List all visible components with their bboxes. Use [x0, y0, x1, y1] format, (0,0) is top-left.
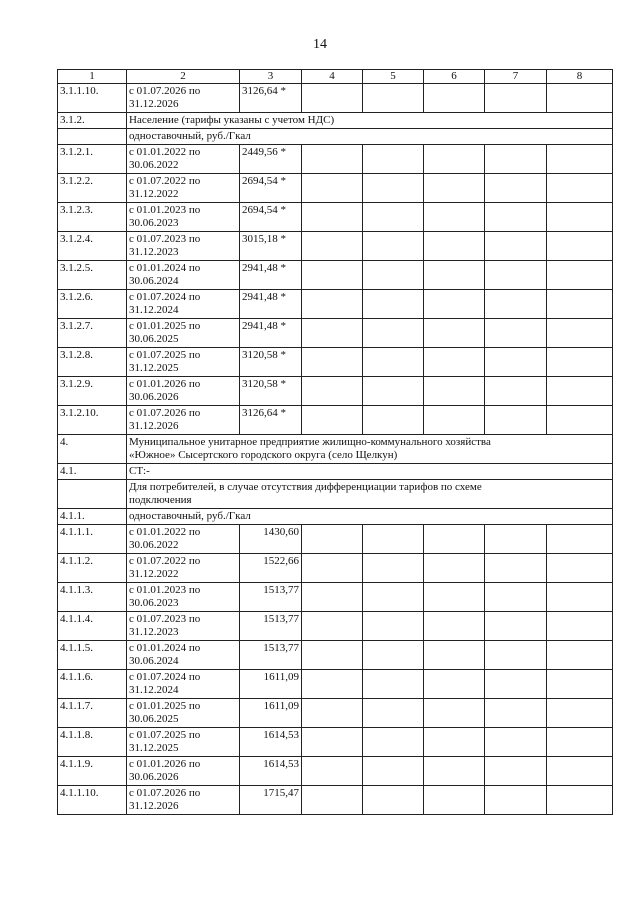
period-cell — [127, 145, 240, 174]
empty-cell — [424, 612, 485, 641]
tariff-value: 1614,53 — [240, 757, 302, 786]
row-number: 4.1.1.1. — [58, 525, 127, 554]
table-row — [58, 786, 613, 815]
period-cell — [127, 406, 240, 435]
empty-cell — [302, 757, 363, 786]
tariff-value: 2449,56 * — [240, 145, 302, 174]
section-heading — [127, 480, 613, 509]
empty-cell — [547, 84, 613, 113]
empty-cell — [485, 145, 547, 174]
empty-cell — [547, 377, 613, 406]
period-line: с 01.07.2025 по — [129, 729, 201, 741]
empty-cell — [363, 583, 424, 612]
table-row — [58, 757, 613, 786]
empty-cell — [485, 232, 547, 261]
section-heading — [127, 435, 613, 464]
table-row — [58, 406, 613, 435]
empty-cell — [547, 554, 613, 583]
period-cell — [127, 525, 240, 554]
period-line: 31.12.2026 — [129, 98, 179, 110]
empty-cell — [302, 290, 363, 319]
empty-cell — [363, 670, 424, 699]
header-row — [58, 70, 613, 84]
empty-cell — [485, 786, 547, 815]
tariff-value: 2694,54 * — [240, 174, 302, 203]
empty-cell — [485, 699, 547, 728]
tariff-value: 2694,54 * — [240, 203, 302, 232]
empty-cell — [302, 174, 363, 203]
tariff-value: 1611,09 — [240, 699, 302, 728]
table-row — [58, 612, 613, 641]
period-line: 30.06.2024 — [129, 275, 179, 287]
period-cell — [127, 583, 240, 612]
empty-cell — [424, 554, 485, 583]
period-line: с 01.07.2026 по — [129, 85, 201, 97]
empty-cell — [424, 583, 485, 612]
empty-cell — [547, 319, 613, 348]
period-line: с 01.07.2024 по — [129, 671, 201, 683]
period-line: с 01.01.2026 по — [129, 758, 201, 770]
table-row — [58, 554, 613, 583]
period-cell — [127, 554, 240, 583]
table-row — [58, 435, 613, 464]
row-number — [58, 129, 127, 145]
empty-cell — [424, 174, 485, 203]
empty-cell — [302, 612, 363, 641]
empty-cell — [424, 261, 485, 290]
empty-cell — [547, 786, 613, 815]
column-header: 8 — [547, 70, 613, 84]
period-cell — [127, 261, 240, 290]
empty-cell — [485, 728, 547, 757]
column-header: 1 — [58, 70, 127, 84]
column-header: 3 — [240, 70, 302, 84]
section-heading: Население (тарифы указаны с учетом НДС) — [127, 113, 613, 129]
period-cell — [127, 319, 240, 348]
empty-cell — [547, 525, 613, 554]
row-number: 4.1.1.7. — [58, 699, 127, 728]
row-number: 4.1.1.3. — [58, 583, 127, 612]
empty-cell — [424, 203, 485, 232]
empty-cell — [424, 786, 485, 815]
empty-cell — [424, 232, 485, 261]
empty-cell — [547, 232, 613, 261]
period-line: 31.12.2025 — [129, 362, 179, 374]
period-line: 30.06.2022 — [129, 159, 179, 171]
period-line: с 01.07.2022 по — [129, 175, 201, 187]
empty-cell — [363, 261, 424, 290]
period-cell — [127, 699, 240, 728]
period-cell — [127, 728, 240, 757]
heading-line: Для потребителей, в случае отсутствия дифференциации тарифов по схеме — [129, 481, 482, 493]
empty-cell — [547, 757, 613, 786]
empty-cell — [547, 290, 613, 319]
empty-cell — [363, 348, 424, 377]
row-number: 4.1.1.10. — [58, 786, 127, 815]
empty-cell — [363, 232, 424, 261]
empty-cell — [302, 232, 363, 261]
period-line: с 01.01.2023 по — [129, 204, 201, 216]
table-row — [58, 525, 613, 554]
empty-cell — [363, 145, 424, 174]
row-number: 4.1.1.6. — [58, 670, 127, 699]
period-line: с 01.01.2022 по — [129, 146, 201, 158]
table-row — [58, 203, 613, 232]
empty-cell — [547, 145, 613, 174]
empty-cell — [485, 84, 547, 113]
tariff-value: 2941,48 * — [240, 261, 302, 290]
table-row — [58, 113, 613, 129]
empty-cell — [302, 554, 363, 583]
empty-cell — [485, 583, 547, 612]
period-cell — [127, 232, 240, 261]
period-line: 31.12.2026 — [129, 800, 179, 812]
period-line: с 01.01.2024 по — [129, 642, 201, 654]
empty-cell — [424, 757, 485, 786]
empty-cell — [485, 554, 547, 583]
empty-cell — [547, 174, 613, 203]
table-row — [58, 583, 613, 612]
empty-cell — [363, 728, 424, 757]
empty-cell — [547, 728, 613, 757]
period-line: 30.06.2025 — [129, 713, 179, 725]
table-row — [58, 290, 613, 319]
column-header: 2 — [127, 70, 240, 84]
empty-cell — [363, 319, 424, 348]
empty-cell — [424, 699, 485, 728]
empty-cell — [302, 319, 363, 348]
tariff-value: 3126,64 * — [240, 406, 302, 435]
row-number: 4. — [58, 435, 127, 464]
period-line: 30.06.2024 — [129, 655, 179, 667]
empty-cell — [363, 757, 424, 786]
table-row — [58, 174, 613, 203]
row-number: 3.1.2.4. — [58, 232, 127, 261]
period-cell — [127, 203, 240, 232]
empty-cell — [485, 406, 547, 435]
row-number: 3.1.2.3. — [58, 203, 127, 232]
table-row — [58, 129, 613, 145]
empty-cell — [485, 261, 547, 290]
table-row — [58, 232, 613, 261]
column-header: 6 — [424, 70, 485, 84]
period-line: 31.12.2022 — [129, 188, 179, 200]
empty-cell — [363, 377, 424, 406]
row-number: 4.1.1. — [58, 509, 127, 525]
period-cell — [127, 757, 240, 786]
period-line: с 01.07.2023 по — [129, 233, 201, 245]
empty-cell — [363, 554, 424, 583]
empty-cell — [424, 377, 485, 406]
empty-cell — [485, 377, 547, 406]
empty-cell — [302, 583, 363, 612]
period-line: с 01.07.2026 по — [129, 787, 201, 799]
tariff-value: 1715,47 — [240, 786, 302, 815]
empty-cell — [485, 670, 547, 699]
table-row — [58, 464, 613, 480]
empty-cell — [363, 84, 424, 113]
period-line: 30.06.2023 — [129, 597, 179, 609]
period-cell — [127, 377, 240, 406]
column-header: 5 — [363, 70, 424, 84]
row-number: 3.1.1.10. — [58, 84, 127, 113]
empty-cell — [547, 612, 613, 641]
empty-cell — [363, 612, 424, 641]
period-line: 31.12.2025 — [129, 742, 179, 754]
tariff-value: 1522,66 — [240, 554, 302, 583]
row-number: 3.1.2.1. — [58, 145, 127, 174]
empty-cell — [302, 699, 363, 728]
empty-cell — [424, 290, 485, 319]
row-number: 3.1.2.5. — [58, 261, 127, 290]
period-line: с 01.01.2025 по — [129, 320, 201, 332]
empty-cell — [302, 84, 363, 113]
table-row — [58, 261, 613, 290]
page-number: 14 — [313, 37, 327, 52]
empty-cell — [302, 145, 363, 174]
empty-cell — [424, 348, 485, 377]
period-cell — [127, 641, 240, 670]
empty-cell — [485, 203, 547, 232]
period-line: с 01.07.2026 по — [129, 407, 201, 419]
tariff-value: 3120,58 * — [240, 348, 302, 377]
period-line: с 01.01.2024 по — [129, 262, 201, 274]
empty-cell — [302, 728, 363, 757]
period-cell — [127, 670, 240, 699]
empty-cell — [547, 641, 613, 670]
period-cell — [127, 786, 240, 815]
empty-cell — [424, 728, 485, 757]
period-line: с 01.01.2022 по — [129, 526, 201, 538]
period-line: с 01.01.2023 по — [129, 584, 201, 596]
empty-cell — [363, 290, 424, 319]
empty-cell — [302, 525, 363, 554]
empty-cell — [485, 319, 547, 348]
tariff-value: 3120,58 * — [240, 377, 302, 406]
period-cell — [127, 612, 240, 641]
table-row — [58, 145, 613, 174]
empty-cell — [424, 84, 485, 113]
table-row — [58, 509, 613, 525]
empty-cell — [485, 757, 547, 786]
row-number: 3.1.2.2. — [58, 174, 127, 203]
tariff-value: 3126,64 * — [240, 84, 302, 113]
empty-cell — [547, 583, 613, 612]
empty-cell — [302, 377, 363, 406]
column-header: 7 — [485, 70, 547, 84]
period-line: с 01.01.2026 по — [129, 378, 201, 390]
period-line: с 01.07.2025 по — [129, 349, 201, 361]
row-number: 4.1.1.8. — [58, 728, 127, 757]
heading-line: «Южное» Сысертского городского округа (село Щелкун) — [129, 449, 398, 461]
tariff-value: 2941,48 * — [240, 290, 302, 319]
section-heading: СТ:- — [127, 464, 613, 480]
row-number: 3.1.2.9. — [58, 377, 127, 406]
column-header: 4 — [302, 70, 363, 84]
table-row — [58, 319, 613, 348]
row-number: 4.1. — [58, 464, 127, 480]
period-line: 30.06.2026 — [129, 771, 179, 783]
empty-cell — [424, 319, 485, 348]
empty-cell — [547, 261, 613, 290]
row-number: 4.1.1.4. — [58, 612, 127, 641]
empty-cell — [547, 699, 613, 728]
row-number: 4.1.1.9. — [58, 757, 127, 786]
period-cell — [127, 348, 240, 377]
empty-cell — [302, 406, 363, 435]
row-number: 3.1.2. — [58, 113, 127, 129]
period-line: 30.06.2022 — [129, 539, 179, 551]
heading-line: Муниципальное унитарное предприятие жилищно-коммунального хозяйства — [129, 436, 491, 448]
empty-cell — [302, 786, 363, 815]
section-heading: одноставочный, руб./Гкал — [127, 129, 613, 145]
tariff-value: 1513,77 — [240, 641, 302, 670]
empty-cell — [302, 203, 363, 232]
period-line: 31.12.2023 — [129, 626, 179, 638]
empty-cell — [485, 525, 547, 554]
row-number: 4.1.1.2. — [58, 554, 127, 583]
period-line: 30.06.2025 — [129, 333, 179, 345]
empty-cell — [363, 203, 424, 232]
empty-cell — [363, 525, 424, 554]
empty-cell — [485, 612, 547, 641]
empty-cell — [363, 786, 424, 815]
period-cell — [127, 290, 240, 319]
tariff-value: 1611,09 — [240, 670, 302, 699]
empty-cell — [485, 174, 547, 203]
table-body — [58, 84, 613, 815]
empty-cell — [302, 670, 363, 699]
table-row — [58, 641, 613, 670]
period-line: с 01.07.2022 по — [129, 555, 201, 567]
empty-cell — [424, 406, 485, 435]
table-row — [58, 348, 613, 377]
row-number: 3.1.2.8. — [58, 348, 127, 377]
period-line: 31.12.2026 — [129, 420, 179, 432]
empty-cell — [363, 641, 424, 670]
empty-cell — [547, 670, 613, 699]
period-cell — [127, 84, 240, 113]
row-number: 4.1.1.5. — [58, 641, 127, 670]
empty-cell — [485, 348, 547, 377]
empty-cell — [363, 406, 424, 435]
empty-cell — [363, 174, 424, 203]
empty-cell — [424, 525, 485, 554]
empty-cell — [302, 348, 363, 377]
empty-cell — [363, 699, 424, 728]
period-line: 31.12.2022 — [129, 568, 179, 580]
empty-cell — [547, 203, 613, 232]
tariff-value: 1513,77 — [240, 612, 302, 641]
period-cell — [127, 174, 240, 203]
period-line: с 01.07.2024 по — [129, 291, 201, 303]
empty-cell — [302, 261, 363, 290]
table-row — [58, 728, 613, 757]
tariff-value: 3015,18 * — [240, 232, 302, 261]
tariff-table — [57, 69, 613, 815]
row-number — [58, 480, 127, 509]
tariff-value: 1430,60 — [240, 525, 302, 554]
table-row — [58, 377, 613, 406]
table-row — [58, 670, 613, 699]
empty-cell — [485, 290, 547, 319]
period-line: с 01.01.2025 по — [129, 700, 201, 712]
empty-cell — [547, 406, 613, 435]
empty-cell — [485, 641, 547, 670]
row-number: 3.1.2.10. — [58, 406, 127, 435]
empty-cell — [424, 670, 485, 699]
period-line: 31.12.2024 — [129, 684, 179, 696]
period-line: с 01.07.2023 по — [129, 613, 201, 625]
table-row — [58, 84, 613, 113]
table-row — [58, 480, 613, 509]
tariff-value: 1513,77 — [240, 583, 302, 612]
empty-cell — [547, 348, 613, 377]
heading-line: подключения — [129, 494, 192, 506]
period-line: 30.06.2023 — [129, 217, 179, 229]
empty-cell — [424, 641, 485, 670]
row-number: 3.1.2.6. — [58, 290, 127, 319]
section-heading: одноставочный, руб./Гкал — [127, 509, 613, 525]
period-line: 31.12.2024 — [129, 304, 179, 316]
row-number: 3.1.2.7. — [58, 319, 127, 348]
table-row — [58, 699, 613, 728]
empty-cell — [424, 145, 485, 174]
tariff-value: 1614,53 — [240, 728, 302, 757]
tariff-value: 2941,48 * — [240, 319, 302, 348]
empty-cell — [302, 641, 363, 670]
period-line: 31.12.2023 — [129, 246, 179, 258]
period-line: 30.06.2026 — [129, 391, 179, 403]
